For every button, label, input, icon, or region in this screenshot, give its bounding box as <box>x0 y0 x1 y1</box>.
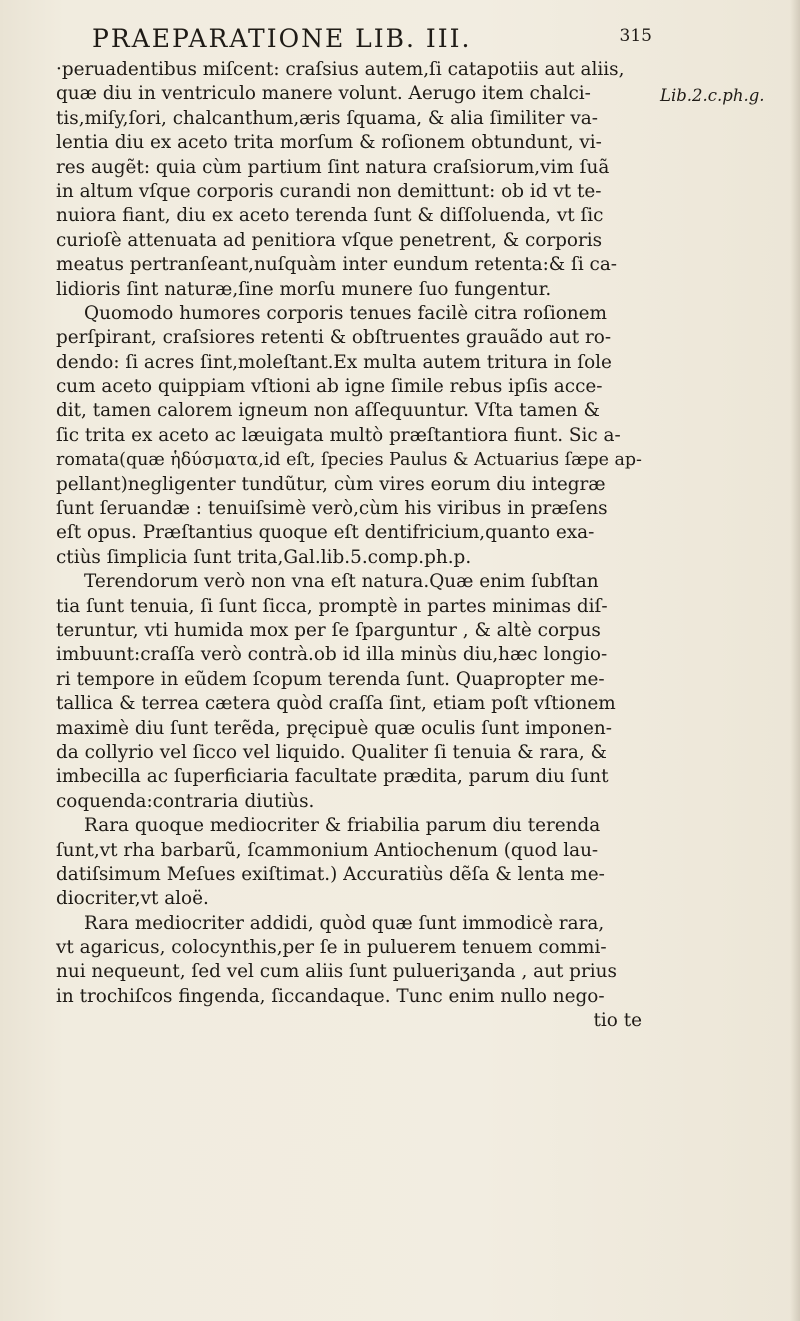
margin-note: Lib.2.c.ph.g. <box>660 86 765 105</box>
text-line: ſunt,vt rha barbarũ, ſcammonium Antiochenum (quod lau- <box>56 839 599 861</box>
text-line: lidioris ſint naturæ,ſine morſu munere ſuo fungentur. <box>56 278 552 300</box>
text-line: perſpirant, craſsiores retenti & obſtruentes grauãdo aut ro- <box>56 327 612 349</box>
text-line: Quomodo humores corporis tenues facilè citra roſionem <box>84 302 607 324</box>
text-line: ſic trita ex aceto ac læuigata multò præſtantiora fiunt. Sic a- <box>56 424 621 446</box>
text-line: Rara quoque mediocriter & friabilia parum diu terenda <box>84 815 601 837</box>
catchword: tio te <box>593 1010 642 1032</box>
text-line: Terendorum verò non vna eſt natura.Quæ enim ſubſtan <box>84 571 599 593</box>
text-line: quæ diu in ventriculo manere volunt. Aerugo item chalci- <box>56 83 591 105</box>
text-line: cum aceto quippiam vſtioni ab igne ſimile rebus ipſis acce- <box>56 376 603 398</box>
text-line: maximè diu ſunt terẽda, pręcipuè quæ oculis ſunt imponen- <box>56 717 612 739</box>
text-line: in trochiſcos fingenda, ſiccandaque. Tunc enim nullo nego- <box>56 985 605 1007</box>
text-line: ri tempore in eũdem ſcopum terenda ſunt. Quapropter me- <box>56 668 605 690</box>
text-line: nuiora fiant, diu ex aceto terenda ſunt & diſſoluenda, vt ſic <box>56 205 604 227</box>
page-number: 315 <box>619 26 652 46</box>
text-line: curioſè attenuata ad penitiora vſque penetrent, & corporis <box>56 229 603 251</box>
text-line: da collyrio vel ſicco vel liquido. Qualiter ſi tenuia & rara, & <box>56 741 607 763</box>
text-line: tis,miſy,ſori, chalcanthum,æris ſquama, & alia ſimiliter va- <box>56 107 598 129</box>
text-line: eſt opus. Præſtantius quoque eſt dentifricium,quanto exa- <box>56 522 595 544</box>
text-line: dendo: ſi acres ſint,moleſtant.Ex multa autem tritura in ſole <box>56 351 612 373</box>
text-line: teruntur, vti humida mox per ſe ſparguntur , & altè corpus <box>56 619 601 641</box>
running-title: PRAEPARATIONE LIB. III. <box>92 24 472 53</box>
text-line: ſunt ſeruandæ : tenuiſsimè verò,cùm his viribus in præſens <box>56 498 608 520</box>
text-line: pellant)negligenter tundũtur, cùm vires eorum diu integræ <box>56 473 606 495</box>
text-line: Rara mediocriter addidi, quòd quæ ſunt immodicè rara, <box>84 912 605 934</box>
body-text <box>56 58 642 1034</box>
text-line: diocriter,vt aloë. <box>56 888 209 910</box>
text-line: imbuunt:craſſa verò contrà.ob id illa minùs diu,hæc longio- <box>56 644 608 666</box>
text-line: meatus pertranſeant,nuſquàm inter eundum retenta:& ſi ca- <box>56 254 618 276</box>
text-line: datiſsimum Meſues exiſtimat.) Accuratiùs dẽſa & lenta me- <box>56 863 605 885</box>
text-line: ·peruadentibus miſcent: craſsius autem,ſi catapotiis aut aliis, <box>56 59 625 80</box>
text-line: vt agaricus, colocynthis,per ſe in puluerem tenuem commi- <box>56 937 607 959</box>
text-line: tallica & terrea cætera quòd craſſa ſint, etiam poſt vſtionem <box>56 693 616 715</box>
text-line: tia ſunt tenuia, ſi ſunt ſicca, promptè in partes minimas diſ- <box>56 595 608 617</box>
text-line: nui nequeunt, ſed vel cum aliis ſunt pulueriʒanda , aut prius <box>56 961 617 983</box>
text-line: lentia diu ex aceto trita morſum & roſionem obtundunt, vi- <box>56 132 602 154</box>
text-line: dit, tamen calorem igneum non aſſequuntur. Vſta tamen & <box>56 400 600 422</box>
text-line: in altum vſque corporis curandi non demittunt: ob id vt te- <box>56 180 602 202</box>
text-line: romata(quæ ἡδύσματα,id eſt, ſpecies Paulus & Actuarius ſæpe ap- <box>56 450 642 471</box>
page-edge-shadow <box>790 0 800 1321</box>
running-head <box>92 16 652 56</box>
text-line: ctiùs ſimplicia ſunt trita,Gal.lib.5.comp.ph.p. <box>56 546 472 568</box>
text-line: res augẽt: quia cùm partium ſint natura craſsiorum,vim ſuã <box>56 156 610 178</box>
text-line: coquenda:contraria diutiùs. <box>56 790 315 812</box>
text-line: imbecilla ac ſuperficiaria facultate prædita, parum diu ſunt <box>56 766 609 788</box>
